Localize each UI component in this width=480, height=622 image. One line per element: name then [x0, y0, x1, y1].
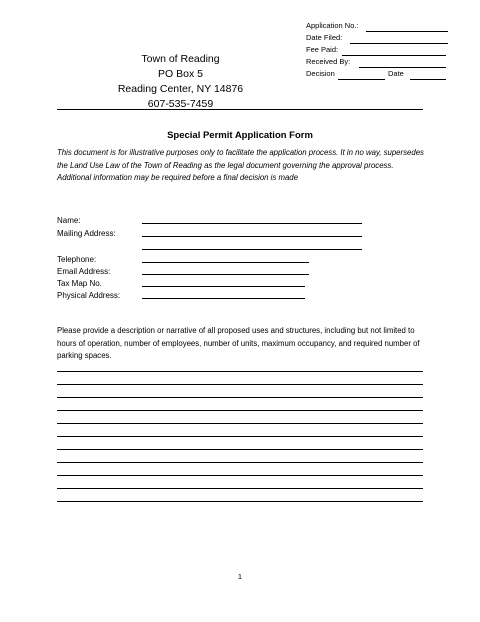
name-label: Name: — [57, 216, 81, 225]
description-line-7[interactable] — [57, 449, 423, 450]
disclaimer: This document is for illustrative purposes only to facilitate the application process. It in no way, supersedes the Land Use Law of the Town of Reading as the legal document governing the approval process. Additional information may be required before a final decision is made — [57, 148, 424, 182]
city-state-zip: Reading Center, NY 14876 — [117, 83, 244, 95]
name-field[interactable] — [142, 223, 362, 224]
page-number: 1 — [237, 572, 243, 581]
town-phone: 607-535-7459 — [147, 98, 214, 110]
date-filed-label: Date Filed: — [306, 33, 343, 42]
description-line-2[interactable] — [57, 384, 423, 385]
physical-address-field[interactable] — [142, 298, 305, 299]
description-line-4[interactable] — [57, 410, 423, 411]
description-line-6[interactable] — [57, 436, 423, 437]
email-label: Email Address: — [57, 267, 111, 276]
tax-map-field[interactable] — [142, 286, 305, 287]
email-field[interactable] — [142, 274, 309, 275]
mailing-address-field-2[interactable] — [142, 249, 362, 250]
application-no-label: Application No.: — [306, 21, 359, 30]
telephone-field[interactable] — [142, 262, 309, 263]
description-line-5[interactable] — [57, 423, 423, 424]
telephone-label: Telephone: — [57, 255, 97, 264]
description-line-8[interactable] — [57, 462, 423, 463]
decision-label: Decision — [306, 69, 335, 78]
description-line-11[interactable] — [57, 501, 423, 502]
description-line-10[interactable] — [57, 488, 423, 489]
received-by-label: Received By: — [306, 57, 351, 66]
po-box: PO Box 5 — [158, 68, 203, 80]
tax-map-label: Tax Map No. — [57, 279, 102, 288]
description-line-3[interactable] — [57, 397, 423, 398]
decision-date-label: Date — [388, 69, 404, 78]
mailing-address-field[interactable] — [142, 236, 362, 237]
fee-paid-label: Fee Paid: — [306, 45, 339, 54]
town-name: Town of Reading — [141, 53, 220, 65]
mailing-address-label: Mailing Address: — [57, 229, 116, 238]
date-filed-field[interactable] — [350, 43, 448, 44]
description-line-9[interactable] — [57, 475, 423, 476]
header-divider — [57, 109, 423, 110]
decision-date-field[interactable] — [410, 79, 446, 80]
application-no-field[interactable] — [366, 31, 448, 32]
description-prompt: Please provide a description or narrative of all proposed uses and structures, including but not limited to hours of operation, number of employees, number of units, maximum occupancy, and required number of parking spaces. — [57, 326, 420, 360]
physical-address-label: Physical Address: — [57, 291, 121, 300]
form-title: Special Permit Application Form — [167, 130, 313, 141]
description-line-1[interactable] — [57, 371, 423, 372]
